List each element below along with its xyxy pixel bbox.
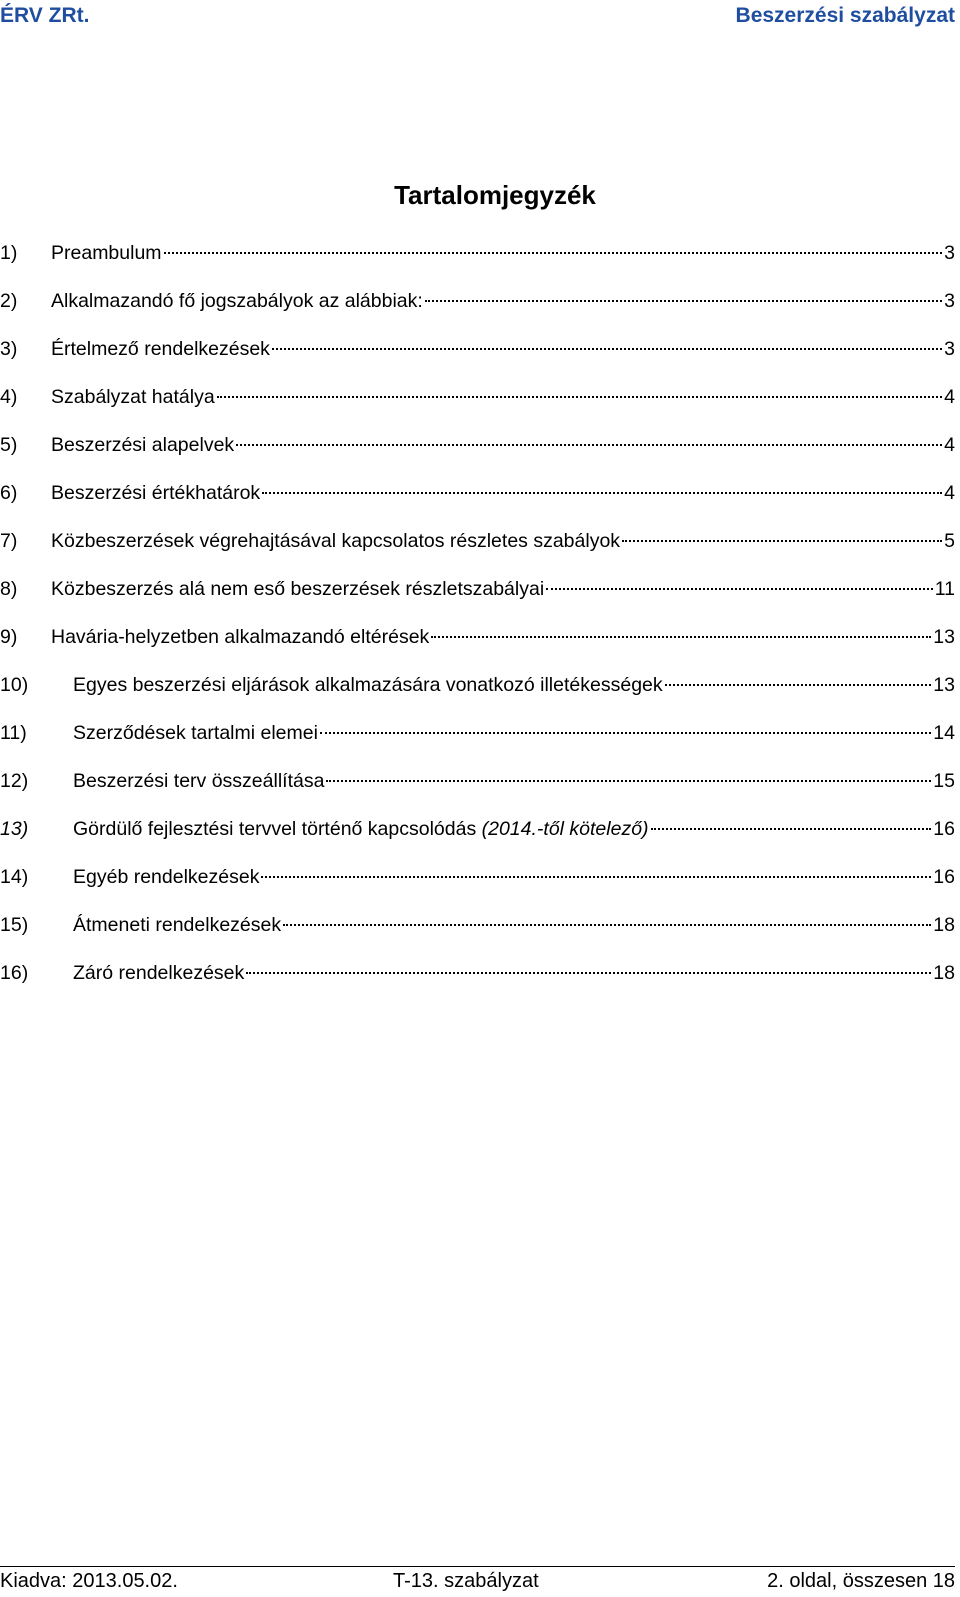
dot-leader (425, 300, 942, 302)
dot-leader (246, 972, 931, 974)
dot-leader (546, 588, 933, 590)
toc-entry[interactable]: 13) Gördülő fejlesztési tervvel történő kapcsolódás (2014.-től kötelező) 16 (0, 818, 955, 840)
toc-entry-page: 11 (934, 578, 955, 600)
footer-page-info: 2. oldal, összesen 18 (767, 1570, 955, 1592)
dot-leader (651, 828, 932, 830)
header-company: ÉRV ZRt. (0, 4, 90, 27)
toc-entry-label: Beszerzési értékhatárok (51, 482, 261, 504)
toc-entry-page: 3 (944, 290, 955, 312)
footer-issue-date: Kiadva: 2013.05.02. (0, 1570, 178, 1592)
toc-entry[interactable]: 14) Egyéb rendelkezések 16 (0, 866, 955, 888)
toc-entry-page: 5 (944, 530, 955, 552)
footer-divider (0, 1566, 955, 1567)
toc-entry-label: Egyéb rendelkezések (73, 866, 260, 888)
toc-entry[interactable]: 7) Közbeszerzések végrehajtásával kapcsolatos részletes szabályok 5 (0, 530, 955, 552)
page-footer (0, 1570, 955, 1596)
toc-entry-page: 18 (933, 962, 955, 984)
toc-entry-label: Szerződések tartalmi elemei (73, 722, 318, 744)
dot-leader (283, 924, 931, 926)
toc-entry[interactable]: 4) Szabályzat hatálya 4 (0, 386, 955, 408)
toc-entry-label: Szabályzat hatálya (51, 386, 215, 408)
dot-leader (262, 492, 942, 494)
toc-entry-label: Beszerzési alapelvek (51, 434, 235, 456)
dot-leader (326, 780, 931, 782)
toc-entry[interactable]: 12) Beszerzési terv összeállítása 15 (0, 770, 955, 792)
dot-leader (272, 348, 942, 350)
toc-entry-page: 4 (944, 434, 955, 456)
dot-leader (320, 732, 931, 734)
toc-entry[interactable]: 9) Havária-helyzetben alkalmazandó eltérések 13 (0, 626, 955, 648)
toc-entry[interactable]: 1) Preambulum 3 (0, 242, 955, 264)
toc-entry-label: Preambulum (51, 242, 162, 264)
dot-leader (622, 540, 942, 542)
toc-entry-page: 15 (933, 770, 955, 792)
toc-entry-label: Beszerzési terv összeállítása (73, 770, 325, 792)
toc-entry[interactable]: 3) Értelmező rendelkezések 3 (0, 338, 955, 360)
toc-entry[interactable]: 2) Alkalmazandó fő jogszabályok az alábbiak: 3 (0, 290, 955, 312)
toc-entry-page: 13 (933, 626, 955, 648)
toc-entry-label: Záró rendelkezések (73, 962, 245, 984)
toc-entry-label: Gördülő fejlesztési tervvel történő kapcsolódás (2014.-től kötelező) (73, 818, 649, 840)
toc-entry-label: Egyes beszerzési eljárások alkalmazására vonatkozó illetékességek (73, 674, 663, 696)
toc-entry-label: Havária-helyzetben alkalmazandó eltérések (51, 626, 430, 648)
dot-leader (236, 444, 942, 446)
toc-entry-label: Értelmező rendelkezések (51, 338, 270, 360)
toc-entry-page: 18 (933, 914, 955, 936)
toc-entry-label: Közbeszerzések végrehajtásával kapcsolatos részletes szabályok (51, 530, 621, 552)
toc-entry-label: Alkalmazandó fő jogszabályok az alábbiak: (51, 290, 423, 312)
toc-entry-page: 16 (933, 866, 955, 888)
toc-entry[interactable]: 6) Beszerzési értékhatárok 4 (0, 482, 955, 504)
toc-entry-page: 3 (944, 338, 955, 360)
toc-entry-page: 13 (933, 674, 955, 696)
toc-entry[interactable]: 8) Közbeszerzés alá nem eső beszerzések részletszabályai 11 (0, 578, 955, 600)
toc-entry-page: 14 (933, 722, 955, 744)
toc-entry[interactable]: 16) Záró rendelkezések 18 (0, 962, 955, 984)
page-header (0, 4, 960, 34)
toc-title: Tartalomjegyzék (394, 180, 596, 210)
toc-entry[interactable]: 11) Szerződések tartalmi elemei 14 (0, 722, 955, 744)
header-document-title: Beszerzési szabályzat (735, 4, 955, 27)
toc-entry-page: 3 (944, 242, 955, 264)
dot-leader (217, 396, 942, 398)
dot-leader (261, 876, 931, 878)
toc-entry-page: 4 (944, 386, 955, 408)
toc-entry[interactable]: 10) Egyes beszerzési eljárások alkalmazására vonatkozó illetékességek 13 (0, 674, 955, 696)
dot-leader (164, 252, 943, 254)
toc-entry-label: Átmeneti rendelkezések (73, 914, 282, 936)
toc-entry-page: 4 (944, 482, 955, 504)
footer-document-code: T-13. szabályzat (393, 1570, 539, 1592)
dot-leader (431, 636, 931, 638)
toc-entry-label: Közbeszerzés alá nem eső beszerzések részletszabályai (51, 578, 545, 600)
dot-leader (665, 684, 932, 686)
toc-entry[interactable]: 15) Átmeneti rendelkezések 18 (0, 914, 955, 936)
toc-entry-page: 16 (933, 818, 955, 840)
toc-entry[interactable]: 5) Beszerzési alapelvek 4 (0, 434, 955, 456)
